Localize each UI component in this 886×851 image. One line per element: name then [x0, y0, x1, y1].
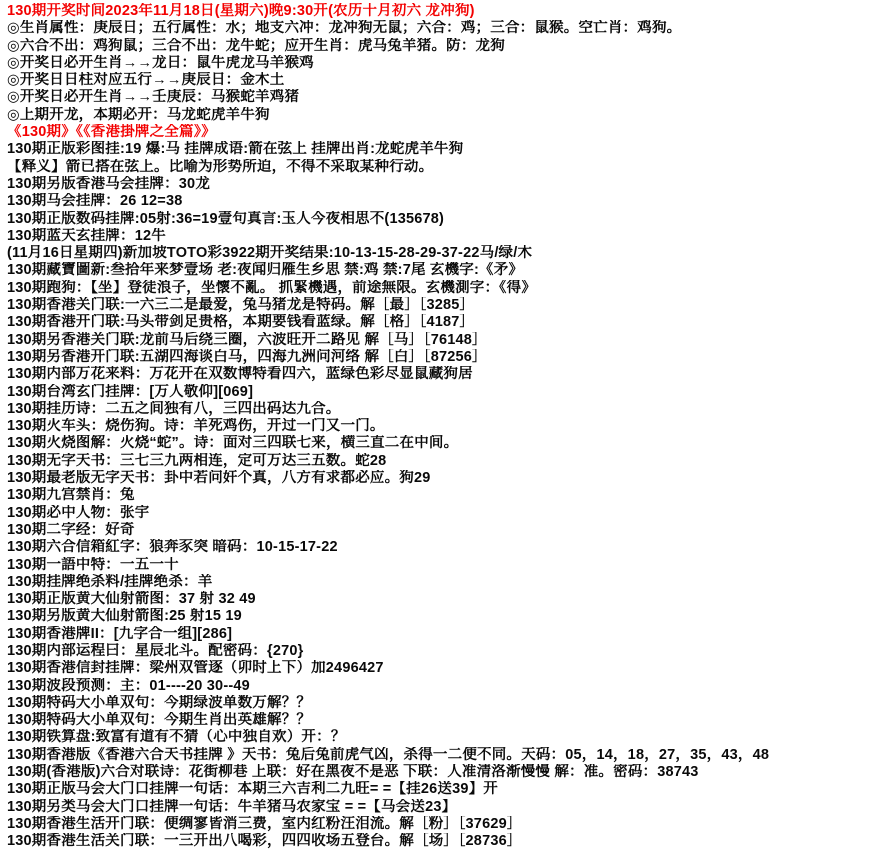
- info-line: 130期六合信箱紅字：狼奔豕突 暗码：10-15-17-22: [7, 539, 338, 556]
- info-line: 130期火烧图解：火烧“蛇”。诗：面对三四联七来，横三直二在中间。: [7, 435, 459, 452]
- info-line: 130期必中人物：张宇: [7, 504, 150, 521]
- info-line: 130期藏寶圖新:叁拾年来梦壹场 老:夜闻归雁生乡思 禁:鸡 禁:7尾 玄機字:《矛》: [7, 262, 524, 279]
- info-line: ◎上期开龙，本期必开：马龙蛇虎羊牛狗: [7, 106, 270, 123]
- info-line: 130期香港信封挂牌：梁州双管逐（卯时上下）加2496427: [7, 660, 384, 677]
- info-line: 130期波段预测：主：01----20 30--49: [7, 677, 250, 694]
- info-line: 130期特码大小单双句：今期生肖出英雄解？？: [7, 712, 312, 729]
- info-line: 130期最老版无字天书：卦中若问奸个真，八方有求都必应。狗29: [7, 470, 431, 487]
- info-line: 130期马会挂牌：26 12=38: [7, 193, 183, 210]
- info-line: 130期香港生活关门联：一三开出八喝彩，四四收场五登台。解［场］［28736］: [7, 833, 522, 850]
- highlight-line: 130期开奖时间2023年11月18日(星期六)晚9:30开(农历十月初六 龙冲狗): [7, 3, 475, 19]
- info-line: 130期另香港开门联:五湖四海谈白马，四海九洲问河络 解［白］［87256］: [7, 348, 487, 365]
- info-line: 【释义】箭已搭在弦上。比喻为形势所迫，不得不采取某种行动。: [7, 158, 434, 175]
- info-line: 130期香港关门联:一六三二是最爱，兔马猪龙是特码。解［最］［3285］: [7, 297, 475, 314]
- info-line: 130期正版马会大门口挂牌一句话：本期三六吉利二九旺= =【挂26送39】开: [7, 781, 499, 798]
- info-line: 130期火车头：烧伤狗。诗：羊死鸡伤，开过一门又一门。: [7, 418, 385, 435]
- info-line: 130期挂牌绝杀料/挂牌绝杀：羊: [7, 573, 213, 590]
- info-line: 130期特码大小单双句：今期绿波单数万解？？: [7, 694, 312, 711]
- info-line: 130期另版黄大仙射箭图:25 射15 19: [7, 608, 242, 625]
- info-line: 130期内部万花来料：万花开在双数博特看四六，蓝绿色彩尽显鼠藏狗居: [7, 366, 473, 383]
- info-line: 130期香港开门联:马头带剑足贵格，本期要钱看蓝绿。解［格］［4187］: [7, 314, 475, 331]
- info-line: ◎开奖日必开生肖→→龙日：鼠牛虎龙马羊猴鸡: [7, 54, 314, 71]
- info-line: 130期铁算盘:致富有道有不猜（心中独自欢）开：？: [7, 729, 346, 746]
- info-line: 130期跑狗：【坐】登徒浪子，坐懷不亂。 抓緊機遇，前途無限。玄機測字：《得》: [7, 279, 537, 296]
- info-line: 130期二字经：好奇: [7, 521, 135, 538]
- info-line: 130期正版黄大仙射箭图：37 射 32 49: [7, 591, 256, 608]
- info-line: 130期正版彩图挂:19 爆:马 挂牌成语:箭在弦上 挂牌出肖:龙蛇虎羊牛狗: [7, 141, 464, 158]
- info-line: 130期另版香港马会挂牌：30龙: [7, 175, 211, 192]
- info-line: 130期挂历诗：二五之间独有八，三四出码达九合。: [7, 400, 341, 417]
- info-line: 130期一語中特：一五一十: [7, 556, 179, 573]
- info-line: 130期内部运程曰：星辰北斗。配密码：{270}: [7, 642, 304, 659]
- info-line: 130期无字天书：三七三九两相连，定可万达三五数。蛇28: [7, 452, 387, 469]
- info-line: 130期香港牌II：[九字合一组][286]: [7, 625, 233, 642]
- highlight-line: 《130期》《《香港掛牌之全篇》》: [7, 124, 216, 141]
- info-line: 130期另香港关门联:龙前马后绕三圈，六波旺开二路见 解［马］［76148］: [7, 331, 487, 348]
- info-line: 130期正版数码挂牌:05射:36=19壹句真言:玉人今夜相思不(135678): [7, 210, 445, 227]
- info-line: 130期香港版《香港六合天书挂牌 》天书：兔后兔前虎气凶，杀得一二便不同。天码：05，14，18，27，35，43，48: [7, 746, 770, 763]
- info-line: 130期九宫禁肖：兔: [7, 487, 135, 504]
- info-line: ◎六合不出：鸡狗鼠；三合不出：龙牛蛇；应开生肖：虎马兔羊猪。防：龙狗: [7, 37, 505, 54]
- info-line: 130期(香港版)六合对联诗：花街柳巷 上联：好在黑夜不是恶 下联：人准清洛渐慢慢 解：准。密码：38743: [7, 764, 699, 781]
- info-line: ◎开奖日日柱对应五行→→庚辰日：金木土: [7, 72, 285, 89]
- info-line: 130期另类马会大门口挂牌一句话：牛羊猪马农家宝 = =【马会送23】: [7, 798, 457, 815]
- info-line: ◎生肖属性：庚辰日；五行属性：水；地支六冲：龙冲狗无鼠；六合：鸡；三合：鼠猴。空亡肖：鸡狗。: [7, 20, 682, 37]
- lottery-info-list: [7, 3, 882, 851]
- info-line: 130期台湾玄门挂牌：[万人敬仰][069]: [7, 383, 254, 400]
- info-line: ◎开奖日必开生肖→→壬庚辰：马猴蛇羊鸡猪: [7, 89, 300, 106]
- info-line: 130期香港生活开门联：便绸寥皆消三费，室内红粉汪泪流。解［粉］［37629］: [7, 815, 522, 832]
- info-line: (11月16日星期四)新加坡TOTO彩3922期开奖结果:10-13-15-28-29-37-22马/绿/木: [7, 245, 533, 262]
- info-line: 130期蓝天玄挂牌：12牛: [7, 227, 166, 244]
